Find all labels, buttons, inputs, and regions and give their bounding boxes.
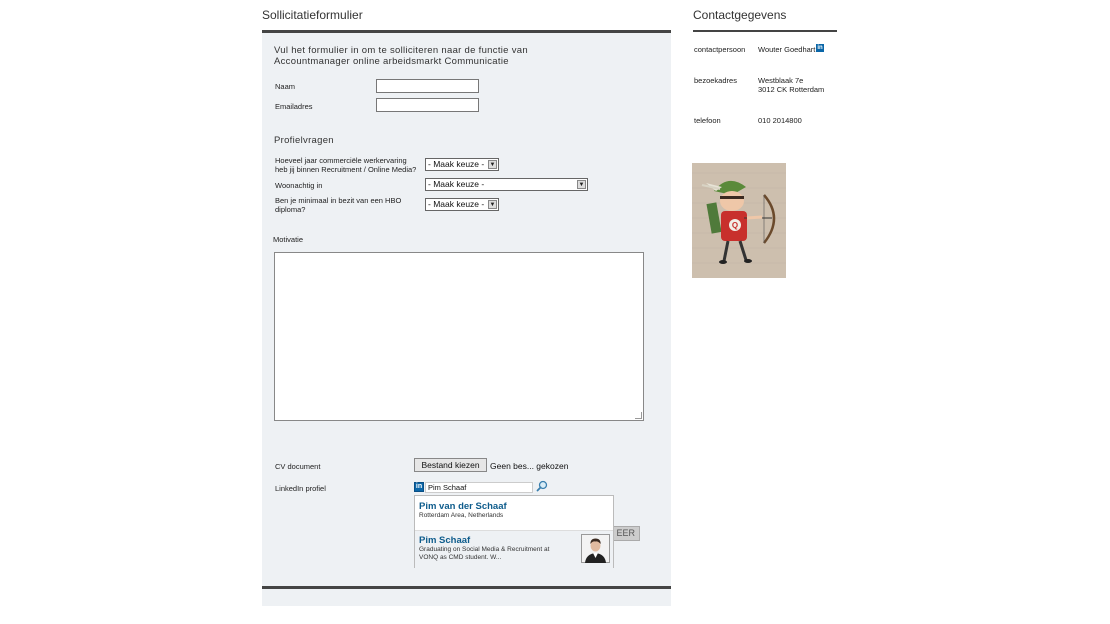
suggestion-item-selected[interactable] xyxy=(415,531,613,568)
residence-select-value: - Maak keuze - xyxy=(428,179,485,189)
hbo-select[interactable] xyxy=(425,198,499,211)
address-line-1: Westblaak 7e xyxy=(758,76,804,85)
name-label: Naam xyxy=(275,82,296,91)
form-top-divider xyxy=(262,30,671,33)
motivation-textarea[interactable] xyxy=(274,252,644,421)
chevron-down-icon: ▼ xyxy=(578,182,585,188)
linkedin-icon[interactable]: in xyxy=(817,45,823,51)
suggestion-description: Rotterdam Area, Netherlands xyxy=(419,512,504,519)
svg-text:Q: Q xyxy=(731,221,739,230)
linkedin-icon: in xyxy=(415,483,423,490)
phone-key: telefoon xyxy=(694,116,721,125)
contact-title: Contactgegevens xyxy=(693,8,787,22)
archer-mascot-illustration xyxy=(692,163,786,278)
residence-select[interactable] xyxy=(425,178,588,191)
linkedin-suggestions-dropdown xyxy=(414,495,614,568)
chevron-down-icon: ▼ xyxy=(489,202,496,208)
hbo-question-label: Ben je minimaal in bezit van een HBO diploma? xyxy=(275,196,402,214)
experience-select[interactable] xyxy=(425,158,499,171)
cv-label: CV document xyxy=(275,462,321,471)
email-input[interactable] xyxy=(376,98,479,112)
residence-question-label: Woonachtig in xyxy=(275,181,323,190)
address-line-2: 3012 CK Rotterdam xyxy=(758,85,825,94)
linkedin-search-input[interactable]: Pim Schaaf xyxy=(425,482,533,493)
name-input[interactable] xyxy=(376,79,479,93)
magnifier-icon[interactable] xyxy=(536,480,548,492)
form-intro: Vul het formulier in om te solliciteren naar de functie van Accountmanager online arbeidsmarkt Communicatie xyxy=(274,45,528,67)
contact-person-key: contactpersoon xyxy=(694,45,746,54)
submit-button[interactable]: EER xyxy=(608,526,640,541)
experience-question-label: Hoeveel jaar commerciële werkervaring heb jij binnen Recruitment / Online Media? xyxy=(275,156,417,174)
hbo-select-value: - Maak keuze - xyxy=(428,199,485,209)
contact-divider xyxy=(693,30,837,32)
file-status-text: Geen bes... gekozen xyxy=(490,461,569,471)
suggestion-name: Pim van der Schaaf xyxy=(419,501,507,512)
suggestion-name: Pim Schaaf xyxy=(419,535,471,546)
form-title: Sollicitatieformulier xyxy=(262,8,363,22)
suggestion-item[interactable] xyxy=(415,496,613,530)
email-label: Emailadres xyxy=(275,102,313,111)
choose-file-button[interactable]: Bestand kiezen xyxy=(414,458,487,472)
profile-avatar xyxy=(581,534,610,563)
suggestion-description: Graduating on Social Media & Recruitment at VONQ as CMD student. W... xyxy=(419,546,550,561)
address-key: bezoekadres xyxy=(694,76,737,85)
chevron-down-icon: ▼ xyxy=(489,162,496,168)
form-bottom-divider xyxy=(262,586,671,589)
motivation-label: Motivatie xyxy=(273,235,304,244)
experience-select-value: - Maak keuze - xyxy=(428,159,485,169)
phone-value: 010 2014800 xyxy=(758,116,802,125)
contact-person-value: Wouter Goedhart xyxy=(758,45,816,54)
resize-grip[interactable] xyxy=(635,412,642,419)
linkedin-label: LinkedIn profiel xyxy=(275,484,326,493)
profile-section-title: Profielvragen xyxy=(274,135,334,146)
